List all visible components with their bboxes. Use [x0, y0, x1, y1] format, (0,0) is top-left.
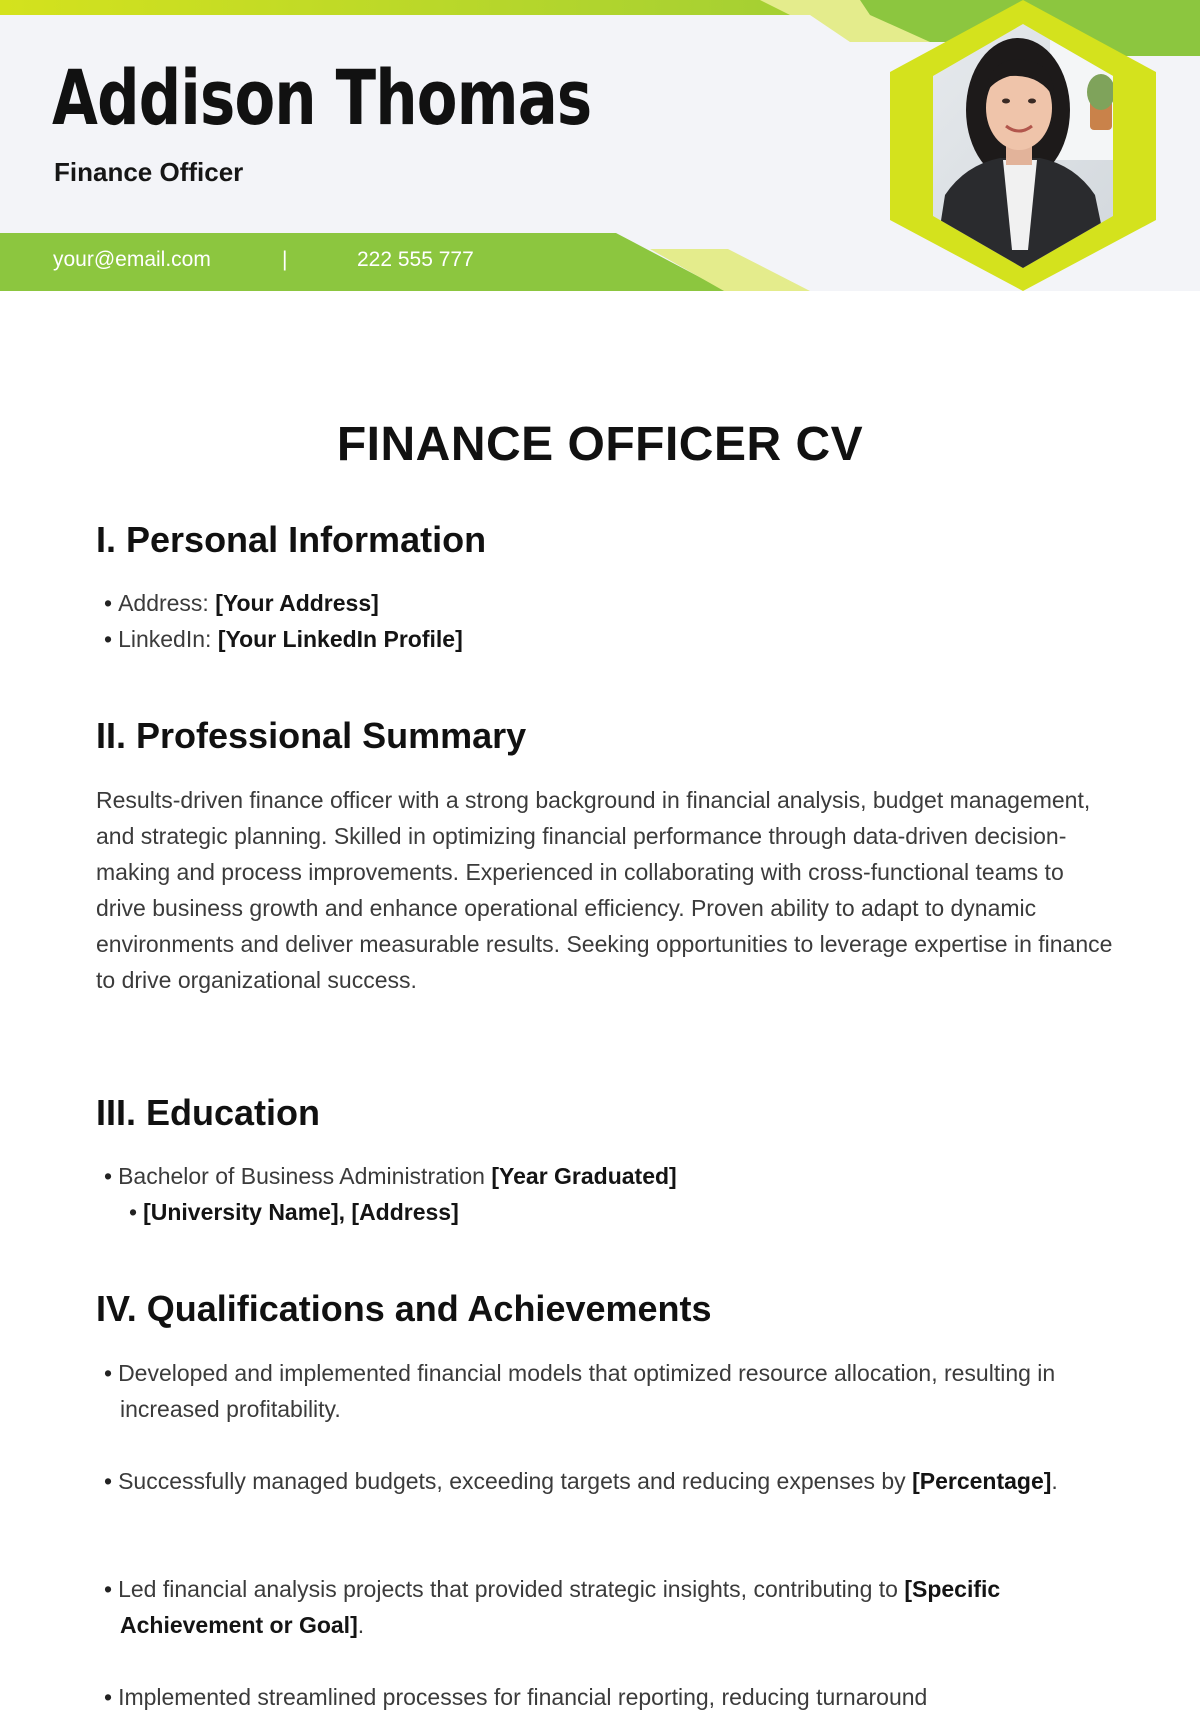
section-heading-summary: II. Professional Summary	[96, 715, 527, 756]
list-item-achievement-1: • Developed and implemented financial models that optimized resource allocation, resulting in increased profitability.	[104, 1360, 1056, 1422]
achievement-3-text: Led financial analysis projects that provided strategic insights, contributing to	[118, 1576, 905, 1602]
section-heading-personal: I. Personal Information	[96, 519, 487, 560]
list-item-degree: • Bachelor of Business Administration [Year Graduated]	[104, 1163, 677, 1189]
address-value: [Your Address]	[215, 590, 379, 616]
achievement-3-placeholder: [Specific Achievement or Goal]	[120, 1576, 1001, 1638]
summary-paragraph: Results-driven finance officer with a strong background in financial analysis, budget management, and strategic planning. Skilled in optimizing financial performance through data-driven decision-making and process improvements. Experienced in collaborating with cross-functional teams to drive business growth and enhance operational efficiency. Proven ability to adapt to dynamic environments and deliver measurable results. Seeking opportunities to leverage expertise in finance to drive organizational success.	[96, 787, 1113, 993]
graduation-year: [Year Graduated]	[491, 1163, 677, 1189]
candidate-name: Addison Thomas	[52, 53, 592, 142]
list-item-achievement-2: • Successfully managed budgets, exceeding targets and reducing expenses by [Percentage].	[104, 1468, 1058, 1494]
list-item-linkedin: • LinkedIn: [Your LinkedIn Profile]	[104, 626, 463, 652]
email-text: your@email.com	[53, 248, 211, 271]
profile-photo	[890, 0, 1156, 291]
section-heading-education: III. Education	[96, 1092, 321, 1133]
cv-header	[0, 0, 1200, 291]
linkedin-label: LinkedIn:	[118, 626, 212, 652]
list-item-achievement-4: • Implemented streamlined processes for financial reporting, reducing turnaround	[104, 1684, 928, 1710]
candidate-role: Finance Officer	[54, 157, 244, 187]
phone-text: 222 555 777	[357, 248, 474, 271]
achievement-2-placeholder: [Percentage]	[912, 1468, 1052, 1494]
section-heading-qualifications: IV. Qualifications and Achievements	[96, 1288, 712, 1329]
contact-separator: |	[282, 248, 288, 271]
list-item-address: • Address: [Your Address]	[104, 590, 379, 616]
degree-name: Bachelor of Business Administration	[118, 1163, 485, 1189]
list-item-achievement-3: • Led financial analysis projects that provided strategic insights, contributing to [Specific Achievement or Goal].	[104, 1576, 1001, 1638]
achievement-3-end: .	[357, 1612, 365, 1638]
document-title: FINANCE OFFICER CV	[336, 418, 864, 471]
address-label: Address:	[118, 590, 209, 616]
achievement-2-end: .	[1051, 1468, 1058, 1494]
school-name: [University Name], [Address]	[143, 1199, 459, 1225]
achievement-4-text: Implemented streamlined processes for financial reporting, reducing turnaround	[118, 1684, 928, 1710]
linkedin-value: [Your LinkedIn Profile]	[217, 626, 463, 652]
achievement-2-text: Successfully managed budgets, exceeding targets and reducing expenses by	[118, 1468, 913, 1494]
list-item-school: • [University Name], [Address]	[129, 1199, 459, 1225]
achievement-1-text: Developed and implemented financial models that optimized resource allocation, resulting in increased profitability.	[118, 1360, 1056, 1422]
